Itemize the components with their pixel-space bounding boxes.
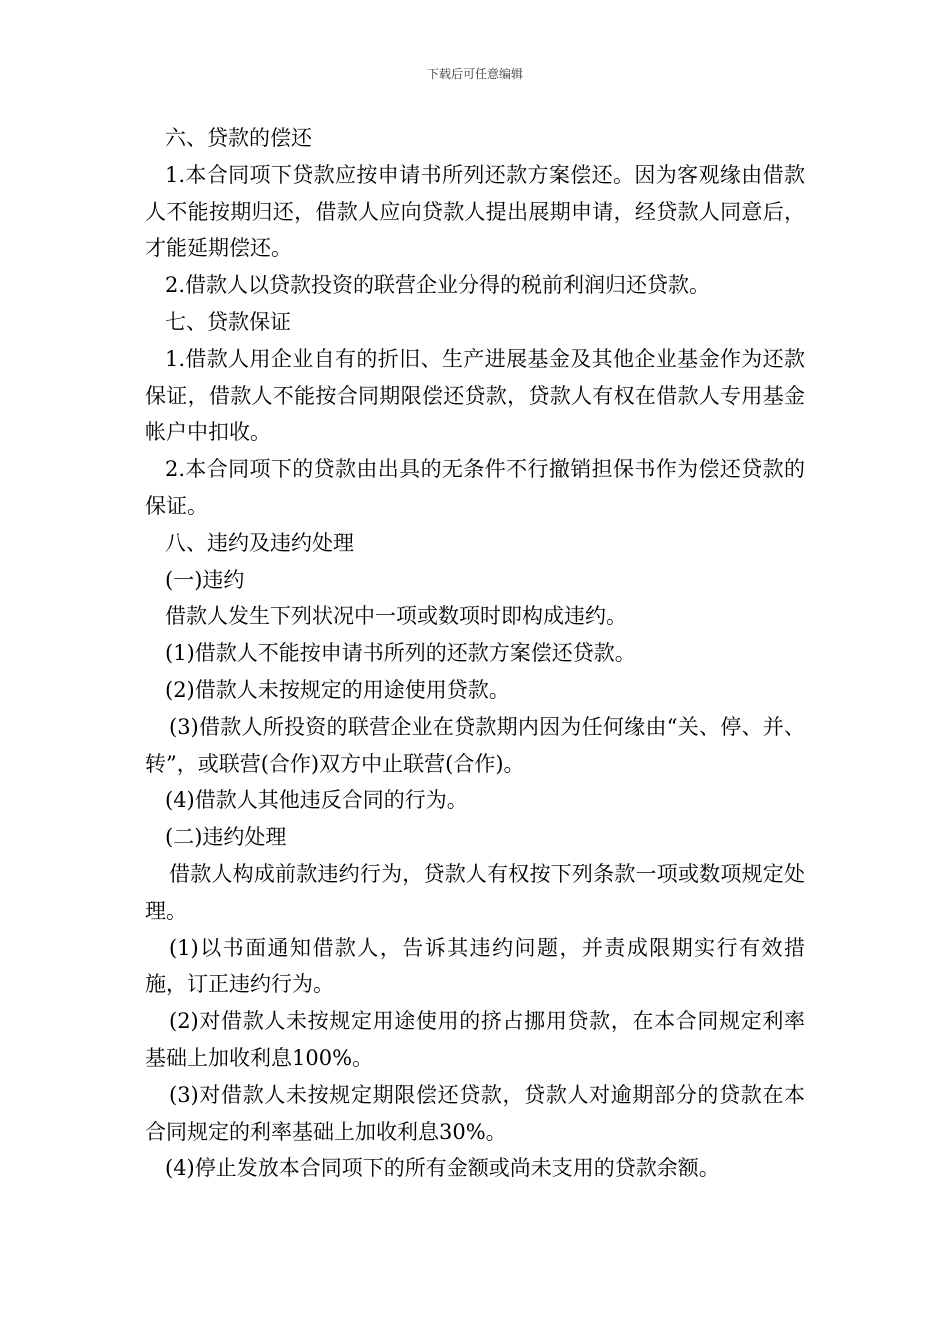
clause-default-4: (4)借款人其他违反合同的行为。: [165, 788, 468, 813]
section-heading-repayment: 六、贷款的偿还: [165, 126, 312, 150]
document-body: [145, 120, 805, 1187]
section-heading-guarantee: 七、贷款保证: [165, 309, 291, 334]
clause-default-2: (2)借款人未按规定的用途使用贷款。: [165, 677, 510, 702]
section-heading-default: 八、违约及违约处理: [165, 530, 354, 555]
clause-guarantee-1: 1.借款人用企业自有的折旧、生产进展基金及其他企业基金作为还款保证，借款人不能按合同期限偿还贷款，贷款人有权在借款人专用基金帐户中扣收。: [145, 346, 805, 445]
clause-default-1: (1)借款人不能按申请书所列的还款方案偿还贷款。: [165, 641, 636, 666]
clause-handling-intro: 借款人构成前款违约行为，贷款人有权按下列条款一项或数项规定处理。: [145, 861, 805, 923]
clause-handling-3: (3)对借款人未按规定期限偿还贷款，贷款人对逾期部分的贷款在本合同规定的利率基础上加收利息30%。: [145, 1082, 805, 1144]
page-header-note: 下载后可任意编辑: [426, 67, 523, 81]
clause-guarantee-2: 2.本合同项下的贷款由出具的无条件不行撤销担保书作为偿还贷款的保证。: [145, 457, 805, 518]
clause-repayment-2: 2.借款人以贷款投资的联营企业分得的税前利润归还贷款。: [165, 273, 711, 298]
subsection-heading-handling: (二)违约处理: [165, 825, 287, 850]
clause-repayment-1: 1.本合同项下贷款应按申请书所列还款方案偿还。因为客观缘由借款人不能按期归还，借款人应向贷款人提出展期申请，经贷款人同意后，才能延期偿还。: [145, 162, 805, 261]
clause-handling-4: (4)停止发放本合同项下的所有金额或尚未支用的贷款余额。: [165, 1156, 720, 1181]
clause-default-3: (3)借款人所投资的联营企业在贷款期内因为任何缘由“关、停、并、转”，或联营(合作)双方中止联营(合作)。: [145, 714, 805, 776]
clause-handling-1: (1)以书面通知借款人，告诉其违约问题，并责成限期实行有效措施，订正违约行为。: [145, 935, 805, 997]
subsection-heading-default: (一)违约: [165, 567, 245, 592]
clause-handling-2: (2)对借款人未按规定用途使用的挤占挪用贷款，在本合同规定利率基础上加收利息100%。: [145, 1009, 805, 1070]
clause-default-intro: 借款人发生下列状况中一项或数项时即构成违约。: [165, 604, 627, 629]
